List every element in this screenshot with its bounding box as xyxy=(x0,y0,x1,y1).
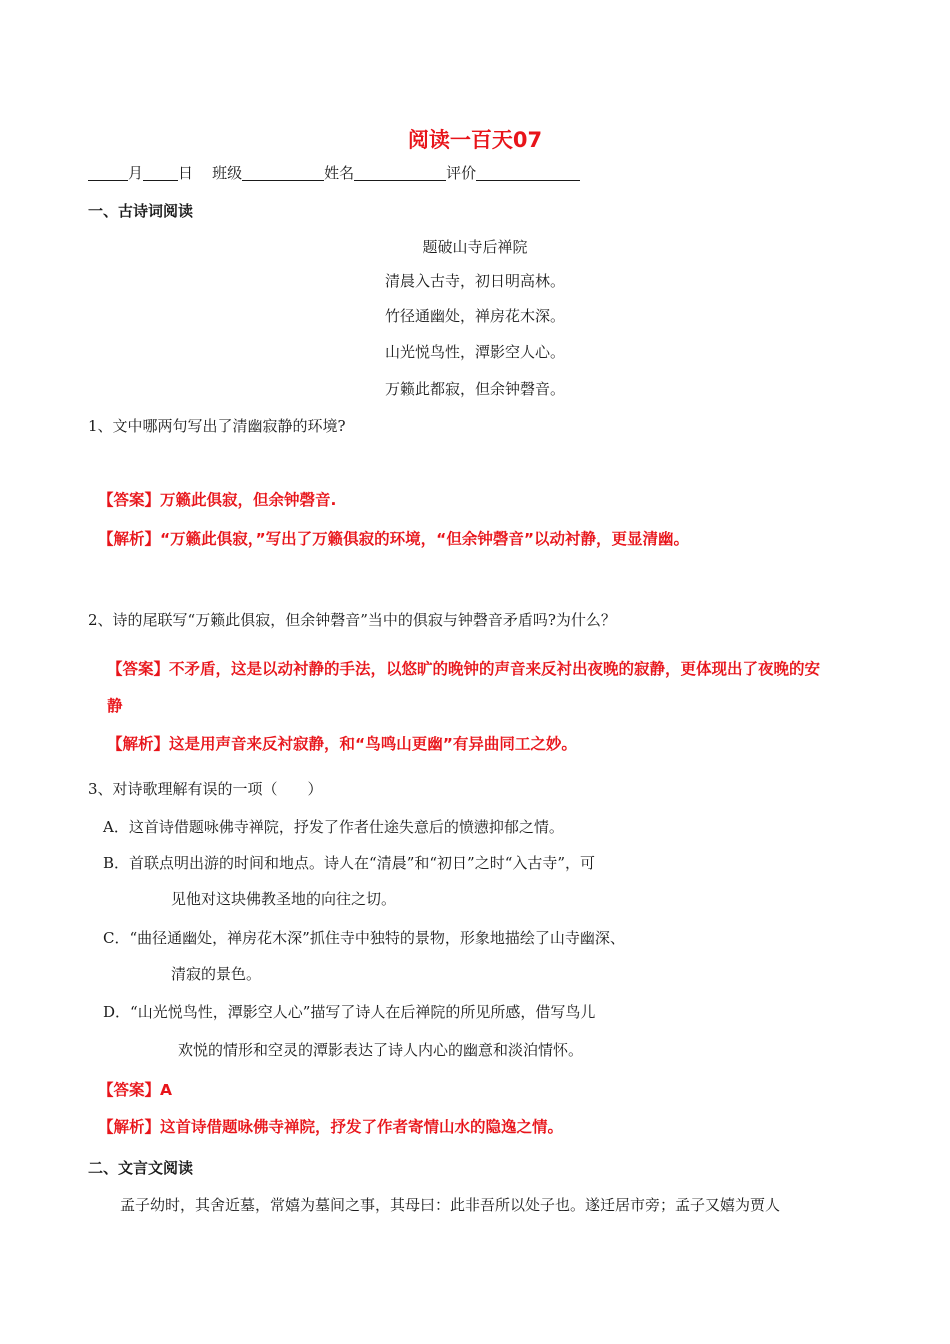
section1-heading: 一、古诗词阅读 xyxy=(88,202,194,220)
rating-blank[interactable] xyxy=(476,164,580,181)
name-blank[interactable] xyxy=(354,164,446,181)
classical-text-line-1: 孟子幼时，其舍近墓，常嬉为墓间之事，其母曰：此非吾所以处子也。遂迁居市旁；孟子又嬉为贾人 xyxy=(120,1196,781,1214)
month-blank[interactable] xyxy=(88,164,128,181)
option-b-line-1: B．首联点明出游的时间和地点。诗人在“清晨”和“初日”之时“入古寺”，可 xyxy=(103,854,596,872)
answer-1: 【答案】万籁此俱寂，但余钟磬音. xyxy=(98,491,337,509)
day-blank[interactable] xyxy=(143,164,178,181)
answer-2-line-1: 【答案】不矛盾，这是以动衬静的手法，以悠旷的晚钟的声音来反衬出夜晚的寂静，更体现出了夜晚的安 xyxy=(107,660,821,678)
poem-line-4: 万籁此都寂，但余钟磬音。 xyxy=(384,380,565,398)
option-d-line-2: 欢悦的情形和空灵的潭影表达了诗人内心的幽意和淡泊情怀。 xyxy=(178,1041,584,1059)
option-a: A．这首诗借题咏佛寺禅院，抒发了作者仕途失意后的愤懑抑郁之情。 xyxy=(103,818,564,836)
page-title: 阅读一百天07 xyxy=(407,128,543,152)
poem-line-1: 清晨入古寺，初日明高林。 xyxy=(384,272,565,290)
question-3: 3、对诗歌理解有误的一项（ ） xyxy=(88,780,323,798)
poem-line-3: 山光悦鸟性，潭影空人心。 xyxy=(384,343,565,361)
answer-2-line-2: 静 xyxy=(107,697,123,715)
section2-heading: 二、文言文阅读 xyxy=(88,1159,194,1177)
option-c-line-1: C．“曲径通幽处，禅房花木深”抓住寺中独特的景物，形象地描绘了山寺幽深、 xyxy=(103,929,625,947)
student-info-line: 月 日 班级 姓名 评价 xyxy=(88,163,580,183)
analysis-3: 【解析】这首诗借题咏佛寺禅院，抒发了作者寄情山水的隐逸之情。 xyxy=(98,1118,564,1136)
option-b-line-2: 见他对这块佛教圣地的向往之切。 xyxy=(171,890,397,908)
option-c-line-2: 清寂的景色。 xyxy=(171,965,262,983)
class-blank[interactable] xyxy=(242,164,324,181)
poem-line-2: 竹径通幽处，禅房花木深。 xyxy=(384,307,565,325)
poem-title: 题破山寺后禅院 xyxy=(422,238,528,256)
option-d-line-1: D．“山光悦鸟性，潭影空人心”描写了诗人在后禅院的所见所感，借写鸟儿 xyxy=(103,1003,596,1021)
analysis-2: 【解析】这是用声音来反衬寂静，和“鸟鸣山更幽”有异曲同工之妙。 xyxy=(107,735,577,753)
answer-3: 【答案】A xyxy=(98,1081,172,1099)
question-1: 1、文中哪两句写出了清幽寂静的环境? xyxy=(88,417,346,435)
question-2: 2、诗的尾联写“万籁此俱寂，但余钟磬音”当中的俱寂与钟磬音矛盾吗?为什么？ xyxy=(88,611,616,629)
analysis-1: 【解析】“万籁此俱寂，”写出了万籁俱寂的环境，“但余钟磬音”以动衬静，更显清幽。 xyxy=(98,530,690,548)
